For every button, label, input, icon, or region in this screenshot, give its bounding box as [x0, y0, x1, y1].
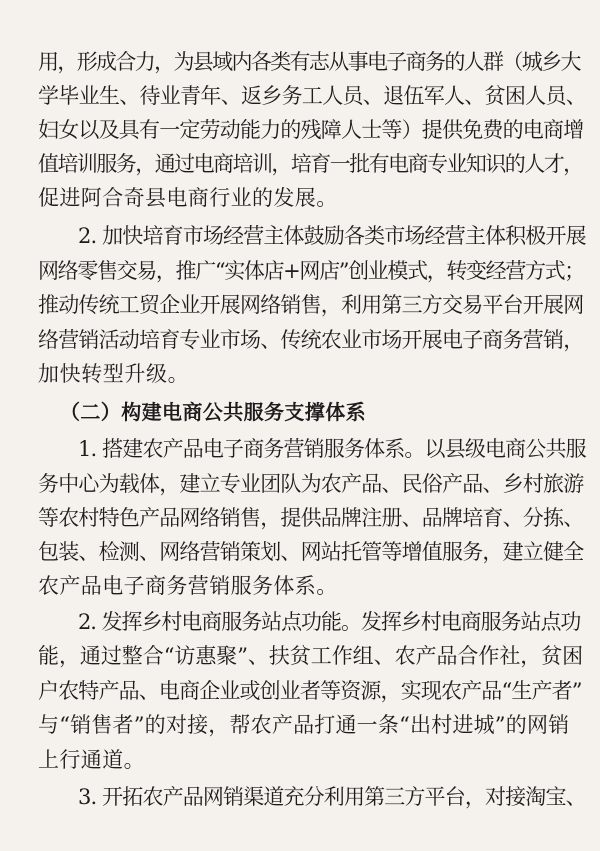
text-line: 学毕业生、待业青年、返乡务工人员、退伍军人、贫困人员、	[38, 84, 587, 108]
text-line: 2. 发挥乡村电商服务站点功能。发挥乡村电商服务站点功	[78, 610, 581, 634]
text-line: 户农特产品、电商企业或创业者等资源，实现农产品“生产者”	[38, 679, 582, 703]
text-line: 络营销活动培育专业市场、传统农业市场开展电子商务营销，	[38, 328, 584, 352]
text-line: 包装、检测、网络营销策划、网站托管等增值服务，建立健全	[38, 540, 584, 564]
text-line: 农产品电子商务营销服务体系。	[38, 574, 338, 598]
text-line: 务中心为载体，建立专业团队为农产品、民俗产品、乡村旅游	[38, 472, 584, 496]
text-line: 3. 开拓农产品网销渠道充分利用第三方平台，对接淘宝、	[78, 785, 586, 809]
text-line: 妇女以及具有一定劳动能力的残障人士等）提供免费的电商增	[38, 118, 584, 142]
text-line: 推动传统工贸企业开展网络销售，利用第三方交易平台开展网	[38, 293, 584, 317]
text-line: 能，通过整合“访惠聚”、扶贫工作组、农产品合作社，贫困	[38, 644, 584, 668]
text-line: 1. 搭建农产品电子商务营销服务体系。以县级电商公共服	[78, 437, 586, 461]
text-line: 促进阿合奇县电商行业的发展。	[38, 186, 338, 210]
text-line: 等农村特色产品网络销售，提供品牌注册、品牌培育、分拣、	[38, 506, 584, 530]
section-heading: （二）构建电商公共服务支撑体系	[60, 400, 366, 424]
text-line: 2. 加快培育市场经营主体鼓励各类市场经营主体积极开展	[78, 224, 586, 248]
text-line: 与“销售者”的对接，帮农产品打通一条“出村进城”的网销	[38, 713, 570, 737]
text-line: 网络零售交易，推广“实体店+网店”创业模式，转变经营方式；	[38, 259, 584, 283]
text-line: 上行通道。	[38, 748, 145, 772]
text-line: 用，形成合力，为县域内各类有志从事电子商务的人群（城乡大	[38, 50, 580, 74]
text-line: 值培训服务，通过电商培训，培育一批有电商专业知识的人才，	[38, 152, 583, 176]
text-line: 加快转型升级。	[38, 362, 190, 386]
